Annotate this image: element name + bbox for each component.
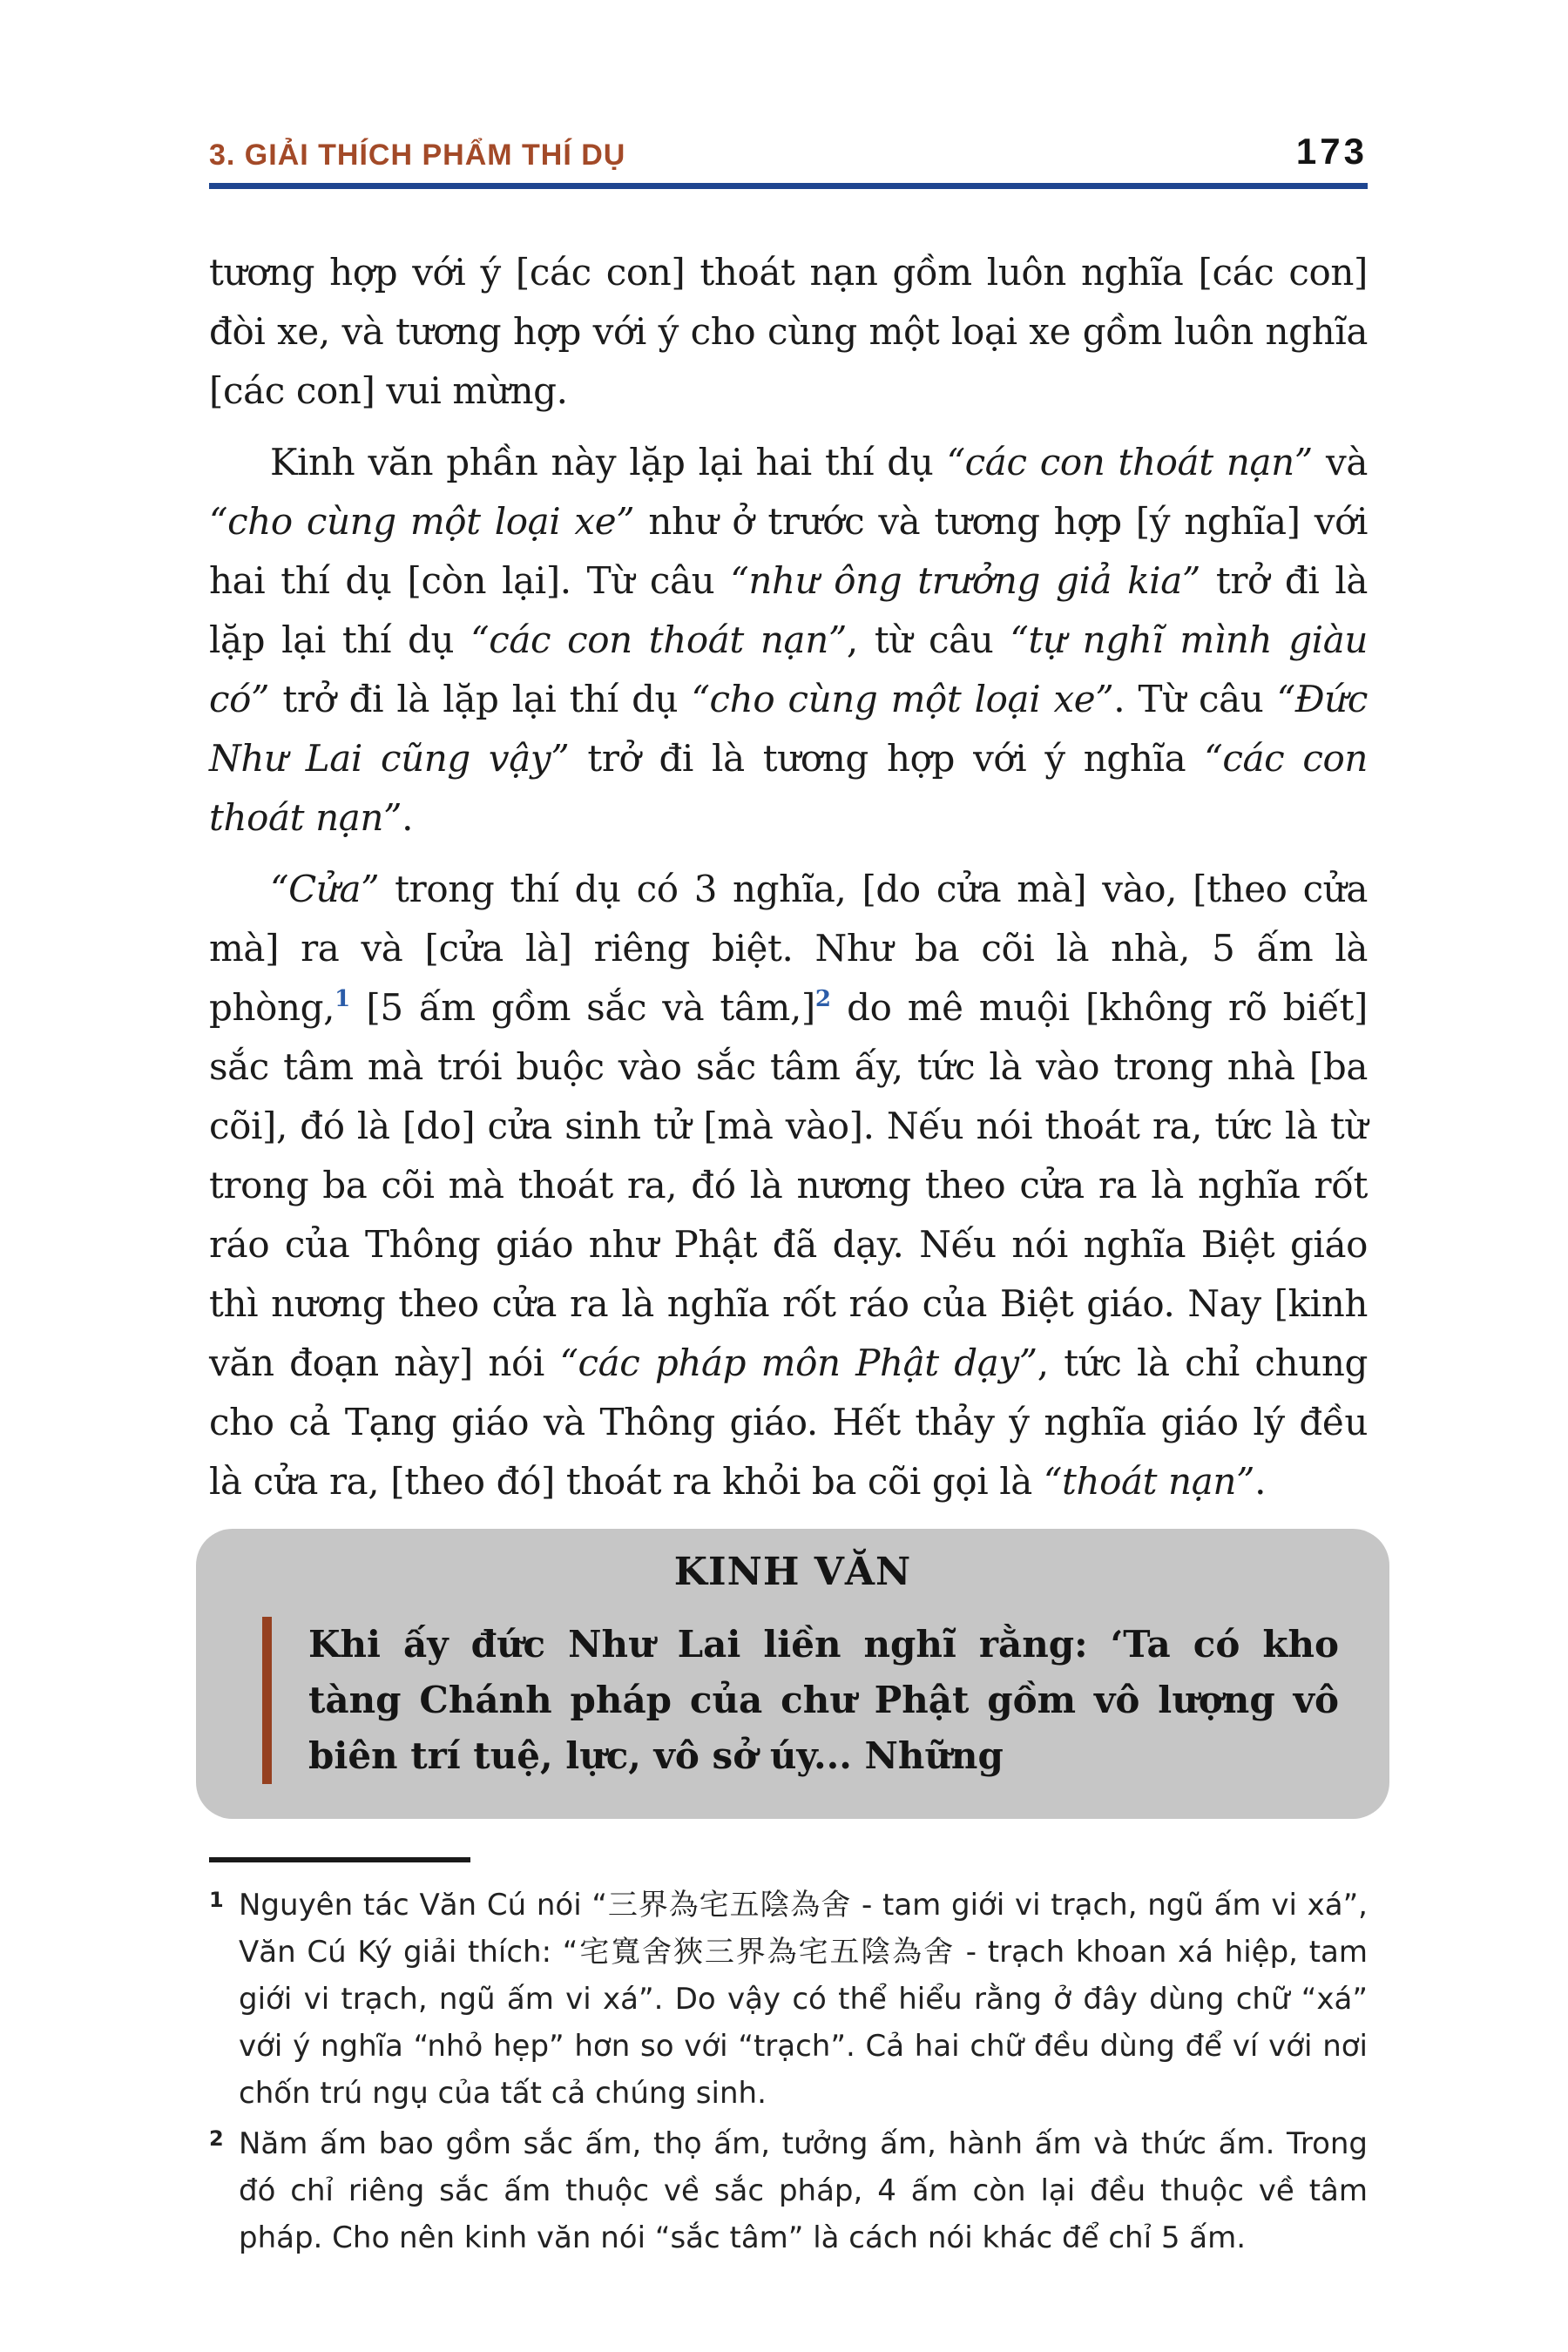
footnote-text: Năm ấm bao gồm sắc ấm, thọ ấm, tưởng ấm, hành ấm và thức ấm. Trong đó chỉ riêng sắc ấm thuộc về sắc pháp, 4 ấm còn lại đều thuộc về tâm pháp. Cho nên kinh văn nói “sắc tâm” là cách nói khác để chỉ 5 ấm. bbox=[239, 2126, 1368, 2255]
italic-quote: “Cửa” bbox=[270, 868, 380, 910]
italic-quote: “các pháp môn Phật dạy” bbox=[559, 1342, 1037, 1384]
text-run: , tức là chỉ chung cho cả Tạng giáo và Thông giáo. Hết thảy ý nghĩa giáo lý đều là cửa ra, [theo đó] thoát ra khỏi ba cõi gọi là bbox=[209, 1342, 1368, 1503]
footnote-text: Nguyên tác Văn Cú nói “三界為宅五陰為舍 - tam giới vi trạch, ngũ ấm vi xá”, Văn Cú Ký giải thích: “宅寬舍狹三界為宅五陰為舍 - trạch khoan xá hiệp, tam giới vi trạch, ngũ ấm vi xá”. Do vậy có thể hiểu rằng ở đây dùng chữ “xá” với ý nghĩa “nhỏ hẹp” hơn so với “trạch”. Cả hai chữ đều dùng để ví với nơi chốn trú ngụ của tất cả chúng sinh. bbox=[239, 1888, 1368, 2111]
text-run: . Từ câu bbox=[1113, 678, 1277, 720]
header-rule bbox=[209, 183, 1368, 189]
text-run: tương hợp với ý [các con] thoát nạn gồm luôn nghĩa [các con] đòi xe, và tương hợp với ý cho cùng một loại xe gồm luôn nghĩa [các con] vui mừng. bbox=[209, 251, 1368, 412]
text-run: trở đi là lặp lại thí dụ bbox=[209, 559, 1369, 661]
text-run: trong thí dụ có 3 nghĩa, [do cửa mà] vào, [theo cửa mà] ra và [cửa là] riêng biệt. Như ba cõi là nhà, 5 ấm là phòng, bbox=[209, 868, 1368, 1029]
text-run: do mê muội [không rõ biết] sắc tâm mà trói buộc vào sắc tâm ấy, tức là vào trong nhà [ba cõi], đó là [do] cửa sinh tử [mà vào]. Nếu nói thoát ra, tức là từ trong ba cõi mà thoát ra, đó là nương theo cửa ra là nghĩa rốt ráo của Thông giáo như Phật đã dạy. Nếu nói nghĩa Biệt giáo thì nương theo cửa ra là nghĩa rốt ráo của Biệt giáo. Nay [kinh văn đoạn này] nói bbox=[209, 986, 1368, 1384]
italic-quote: “cho cùng một loại xe” bbox=[691, 678, 1114, 720]
italic-quote: “các con thoát nạn” bbox=[946, 441, 1313, 483]
text-run: [5 ấm gồm sắc và tâm,] bbox=[350, 986, 815, 1029]
page-number: 173 bbox=[1295, 131, 1368, 172]
footnotes bbox=[209, 1882, 1368, 2261]
text-run: . bbox=[1254, 1460, 1267, 1503]
text-run: Kinh văn phần này lặp lại hai thí dụ bbox=[270, 441, 947, 483]
footnote-ref: 1 bbox=[335, 986, 351, 1012]
text-run: như ở trước và tương hợp [ý nghĩa] với hai thí dụ [còn lại]. Từ câu bbox=[209, 500, 1368, 602]
text-run: trở đi là tương hợp với ý nghĩa bbox=[569, 737, 1205, 780]
running-header bbox=[209, 131, 1368, 172]
footnote-separator bbox=[209, 1857, 470, 1862]
paragraph bbox=[209, 243, 1368, 421]
footnote-ref: 2 bbox=[814, 986, 831, 1012]
quote-accent-bar bbox=[262, 1617, 272, 1784]
quote-text: Khi ấy đức Như Lai liền nghĩ rằng: ‘Ta có kho tàng Chánh pháp của chư Phật gồm vô lượng vô biên trí tuệ, lực, vô sở úy... Những bbox=[308, 1623, 1339, 1777]
kinh-van-box bbox=[196, 1529, 1389, 1819]
text-run: , từ câu bbox=[846, 618, 1010, 661]
text-run: trở đi là lặp lại thí dụ bbox=[269, 678, 692, 720]
footnote bbox=[209, 2120, 1368, 2261]
kinh-van-title: KINH VĂN bbox=[673, 1550, 912, 1594]
text-run: và bbox=[1312, 441, 1368, 483]
footnote-marker: 2 bbox=[209, 2126, 224, 2151]
italic-quote: “cho cùng một loại xe” bbox=[209, 500, 635, 543]
kinh-van-quote bbox=[229, 1617, 1356, 1784]
italic-quote: “các con thoát nạn” bbox=[470, 618, 847, 661]
italic-quote: “thoát nạn” bbox=[1043, 1460, 1255, 1503]
paragraph bbox=[209, 860, 1368, 1511]
italic-quote: “các con thoát nạn” bbox=[209, 737, 1368, 839]
footnote-marker: 1 bbox=[209, 1888, 224, 1912]
paragraph bbox=[209, 433, 1368, 848]
italic-quote: “Đức Như Lai cũng vậy” bbox=[209, 678, 1369, 780]
footnote bbox=[209, 1882, 1368, 2117]
text-run: . bbox=[402, 796, 414, 839]
italic-quote: “như ông trưởng giả kia” bbox=[730, 559, 1200, 602]
section-title: 3. GIẢI THÍCH PHẨM THÍ DỤ bbox=[209, 139, 626, 172]
body-text bbox=[209, 243, 1368, 1511]
italic-quote: “tự nghĩ mình giàu có” bbox=[209, 618, 1369, 720]
